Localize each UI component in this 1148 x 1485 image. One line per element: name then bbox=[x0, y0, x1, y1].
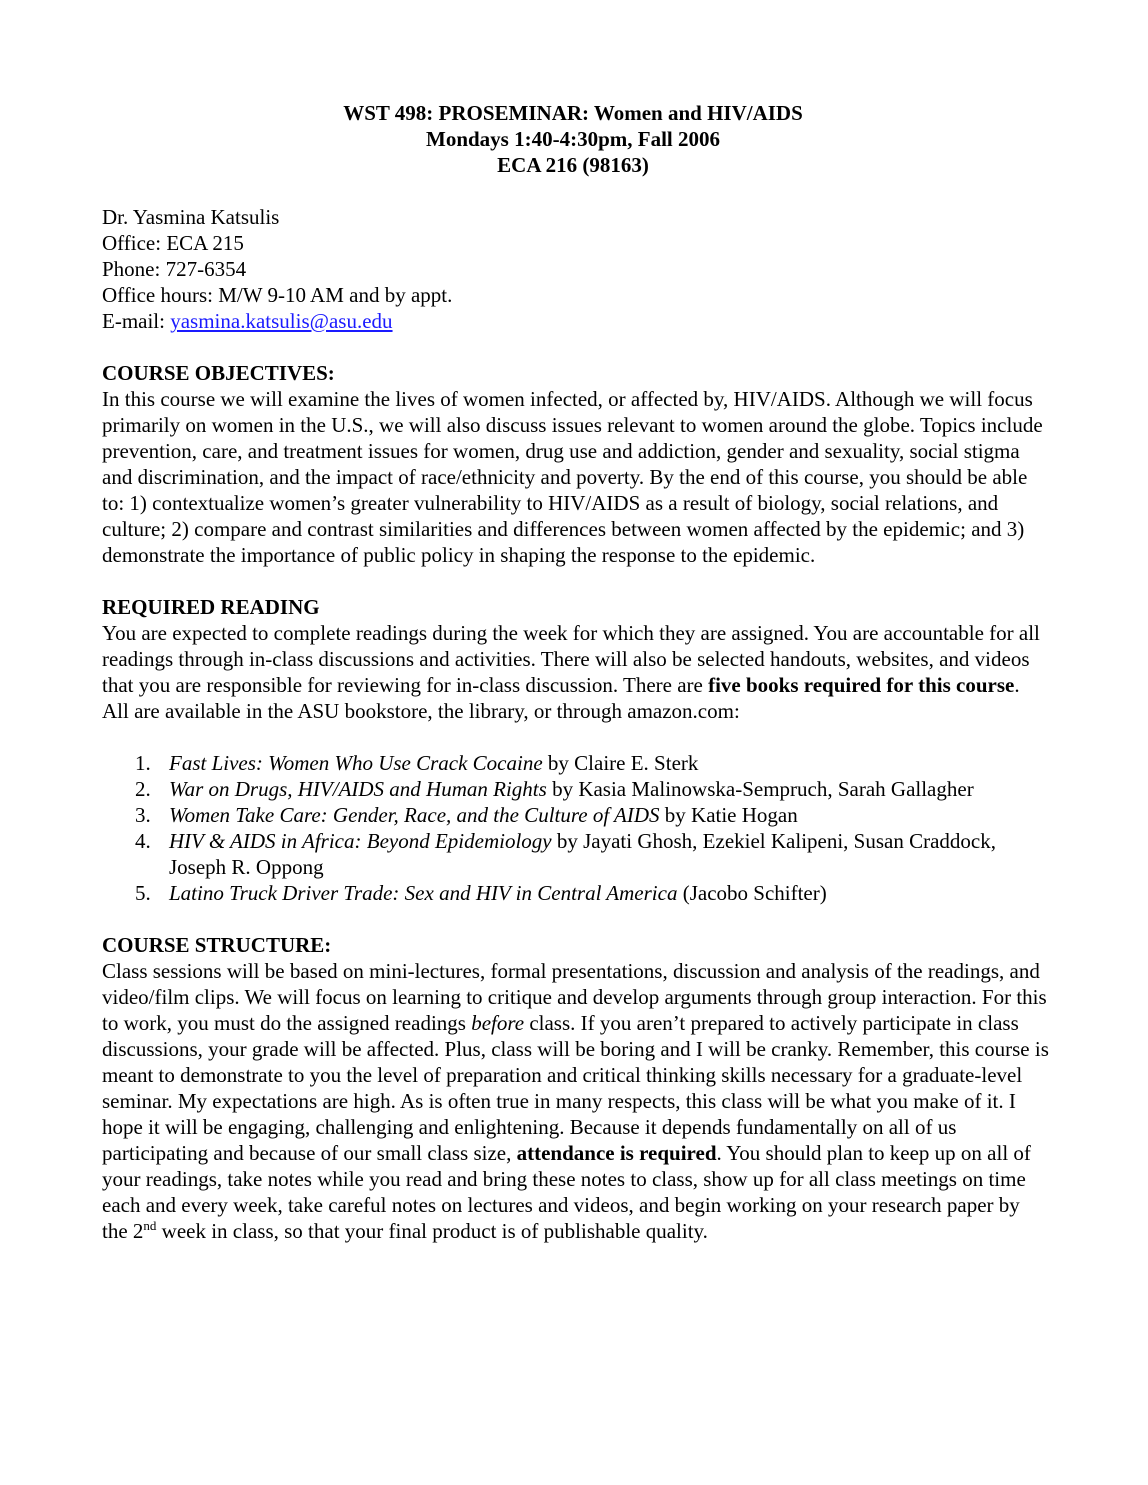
structure-text-part4: week in class, so that your final product is of publishable quality. bbox=[156, 1219, 708, 1243]
book-item bbox=[102, 750, 1050, 776]
book-title: War on Drugs, HIV/AIDS and Human Rights bbox=[169, 777, 547, 801]
reading-heading: REQUIRED READING bbox=[102, 595, 320, 619]
structure-text-part2: class. If you aren’t prepared to actively participate in class discussions, your grade will be affected. Plus, class will be boring and I will be cranky. Remember, this course is meant to demonstrate to you the level of preparation and critical thinking skills necessary for a graduate-level seminar. My expectations are high. As is often true in many respects, this class will be what you make of it. I hope it will be engaging, challenging and enlightening. Because it depends fundamentally on all of us participating and because of our small class size, bbox=[102, 1011, 1049, 1165]
book-number: 2. bbox=[135, 777, 151, 801]
instructor-phone: Phone: 727-6354 bbox=[102, 257, 247, 281]
book-title: Fast Lives: Women Who Use Crack Cocaine bbox=[169, 751, 543, 775]
reading-text-outro: . All are available in the ASU bookstore, the library, or through amazon.com: bbox=[102, 673, 1020, 723]
book-number: 1. bbox=[135, 751, 151, 775]
objectives-heading: COURSE OBJECTIVES: bbox=[102, 361, 335, 385]
instructor-office-hours: Office hours: M/W 9-10 AM and by appt. bbox=[102, 283, 453, 307]
book-list bbox=[102, 750, 1050, 906]
book-item bbox=[102, 802, 1050, 828]
structure-text-bold: attendance is required bbox=[516, 1141, 717, 1165]
structure-text-superscript: nd bbox=[143, 1218, 157, 1233]
email-link[interactable]: yasmina.katsulis@asu.edu bbox=[170, 309, 393, 333]
instructor-office: Office: ECA 215 bbox=[102, 231, 244, 255]
book-number: 4. bbox=[135, 829, 151, 853]
book-title: Women Take Care: Gender, Race, and the Culture of AIDS bbox=[169, 803, 660, 827]
course-title: WST 498: PROSEMINAR: Women and HIV/AIDS bbox=[343, 101, 803, 125]
structure-text bbox=[102, 958, 1050, 1244]
reading-text bbox=[102, 620, 1050, 724]
course-room: ECA 216 (98163) bbox=[497, 153, 649, 177]
book-author: by Katie Hogan bbox=[659, 803, 798, 827]
instructor-email-line bbox=[102, 308, 1050, 334]
book-author: by Jayati Ghosh, Ezekiel Kalipeni, Susan Craddock, Joseph R. Oppong bbox=[169, 829, 996, 879]
book-author: by Claire E. Sterk bbox=[542, 751, 699, 775]
book-author: by Kasia Malinowska-Sempruch, Sarah Gallagher bbox=[546, 777, 974, 801]
book-title: Latino Truck Driver Trade: Sex and HIV in Central America bbox=[169, 881, 678, 905]
reading-text-intro: You are expected to complete readings during the week for which they are assigned. You are accountable for all readings through in-class discussions and activities. There will also be selected handouts, websites, and videos that you are responsible for reviewing for in-class discussion. There are bbox=[102, 621, 1040, 697]
book-item bbox=[102, 828, 1050, 880]
book-number: 3. bbox=[135, 803, 151, 827]
structure-text-italic: before bbox=[471, 1011, 525, 1035]
instructor-name: Dr. Yasmina Katsulis bbox=[102, 205, 280, 229]
book-author: (Jacobo Schifter) bbox=[677, 881, 827, 905]
course-header bbox=[96, 100, 1050, 178]
book-number: 5. bbox=[135, 881, 151, 905]
book-item bbox=[102, 880, 1050, 906]
instructor-contact bbox=[102, 204, 1050, 334]
structure-text-part1: Class sessions will be based on mini-lectures, formal presentations, discussion and analysis of the readings, and video/film clips. We will focus on learning to critique and develop arguments through group interaction. For this to work, you must do the assigned readings bbox=[102, 959, 1047, 1035]
structure-text-part3: . You should plan to keep up on all of your readings, take notes while you read and bring these notes to class, show up for all class meetings on time each and every week, take careful notes on lectures and videos, and begin working on your research paper by the 2 bbox=[102, 1141, 1031, 1243]
email-label: E-mail: bbox=[102, 309, 171, 333]
book-title: HIV & AIDS in Africa: Beyond Epidemiology bbox=[169, 829, 552, 853]
objectives-text: In this course we will examine the lives of women infected, or affected by, HIV/AIDS. Although we will focus primarily on women in the U.S., we will also discuss issues relevant to women around the globe. Topics include prevention, care, and treatment issues for women, drug use and addiction, gender and sexuality, social stigma and discrimination, and the impact of race/ethnicity and poverty. By the end of this course, you should be able to: 1) contextualize women’s greater vulnerability to HIV/AIDS as a result of biology, social relations, and culture; 2) compare and contrast similarities and differences between women affected by the epidemic; and 3) demonstrate the importance of public policy in shaping the response to the epidemic. bbox=[102, 387, 1043, 567]
book-item bbox=[102, 776, 1050, 802]
reading-text-emphasis: five books required for this course bbox=[708, 673, 1015, 697]
structure-heading: COURSE STRUCTURE: bbox=[102, 933, 332, 957]
syllabus-page bbox=[102, 100, 1050, 1244]
course-schedule: Mondays 1:40-4:30pm, Fall 2006 bbox=[426, 127, 720, 151]
